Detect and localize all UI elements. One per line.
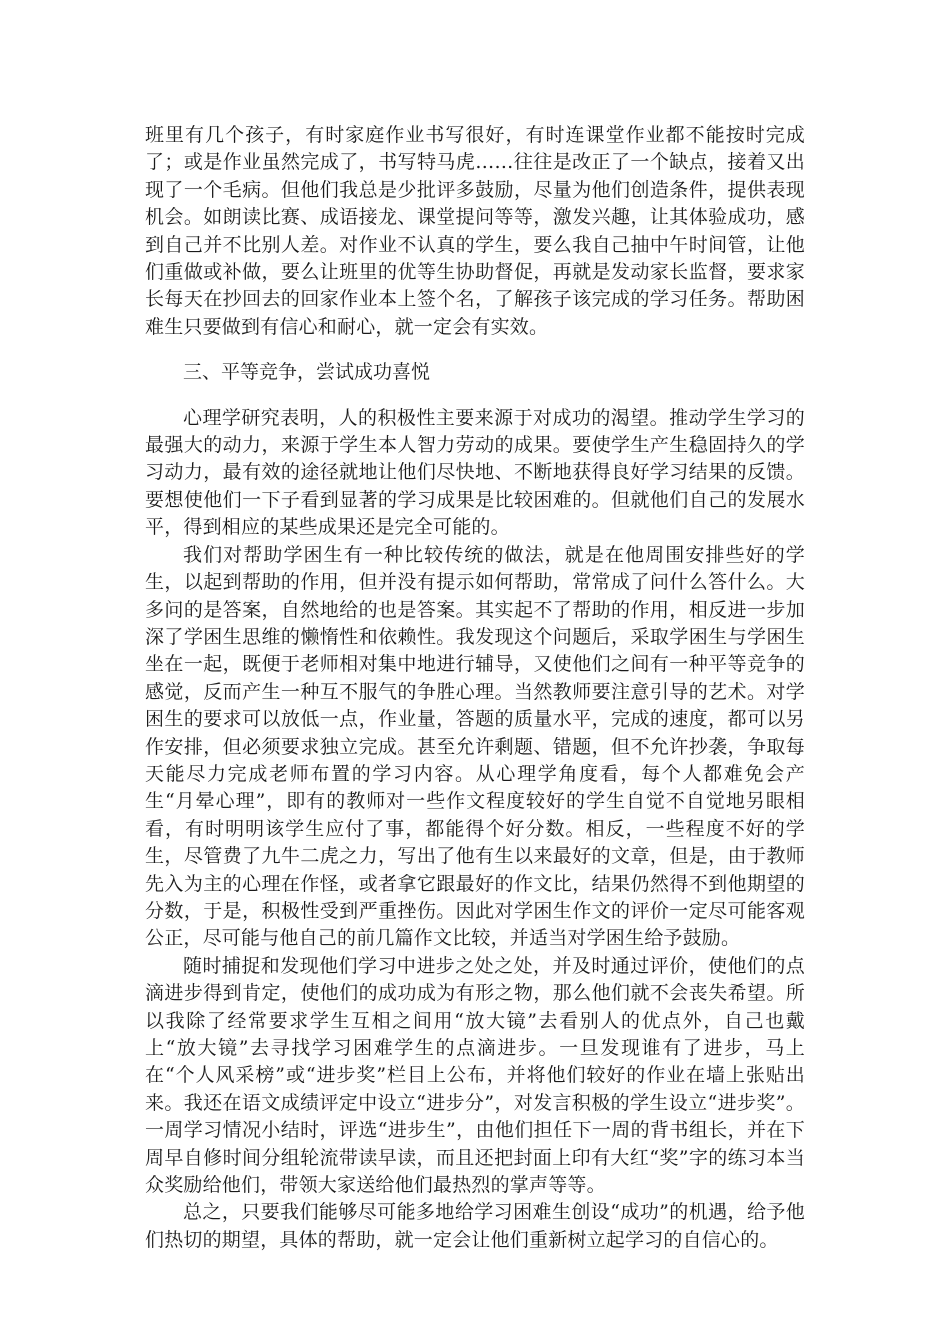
paragraph-3: 我们对帮助学困生有一种比较传统的做法，就是在他周围安排些好的学生，以起到帮助的作用，但并没有提示如何帮助，常常成了问什么答什么。大多问的是答案，自然地给的也是答案。其实起不了帮助的作用，相反进一步加深了学困生思维的懒惰性和依赖性。我发现这个问题后，采取学困生与学困生坐在一起，既便于老师相对集中地进行辅导，又使他们之间有一种平等竞争的感觉，反而产生一种互不服气的争胜心理。当然教师要注意引导的艺术。对学困生的要求可以放低一点，作业量，答题的质量水平，完成的速度，都可以另作安排，但必须要求独立完成。甚至允许剩题、错题，但不允许抄袭，争取每天能尽力完成老师布置的学习内容。从心理学角度看，每个人都难免会产生“月晕心理”，即有的教师对一些作文程度较好的学生自觉不自觉地另眼相看，有时明明该学生应付了事，都能得个好分数。相反，一些程度不好的学生，尽管费了九牛二虎之力，写出了他有生以来最好的文章，但是，由于教师先入为主的心理在作怪，或者拿它跟最好的作文比，结果仍然得不到他期望的分数，于是，积极性受到严重挫伤。因此对学困生作文的评价一定尽可能客观公正，尽可能与他自己的前几篇作文比较，并适当对学困生给予鼓励。 — [145, 543, 805, 950]
paragraph-4: 随时捕捉和发现他们学习中进步之处之处，并及时通过评价，使他们的点滴进步得到肯定，使他们的成功成为有形之物，那么他们就不会丧失希望。所以我除了经常要求学生互相之间用“放大镜”去看别人的优点外，自己也戴上“放大镜”去寻找学习困难学生的点滴进步。一旦发现谁有了进步，马上在“个人风采榜”或“进步奖”栏目上公布，并将他们较好的作业在墙上张贴出来。我还在语文成绩评定中设立“进步分”，对发言积极的学生设立“进步奖”。一周学习情况小结时，评选“进步生”，由他们担任下一周的背书组长，并在下周早自修时间分组轮流带读早读，而且还把封面上印有大红“奖”字的练习本当众奖励给他们，带领大家送给他们最热烈的掌声等等。 — [145, 954, 805, 1197]
paragraph-1: 班里有几个孩子，有时家庭作业书写很好，有时连课堂作业都不能按时完成了；或是作业虽然完成了，书写特马虎……往往是改正了一个缺点，接着又出现了一个毛病。但他们我总是少批评多鼓励，尽量为他们创造条件，提供表现机会。如朗读比赛、成语接龙、课堂提问等等，激发兴趣，让其体验成功，感到自己并不比别人差。对作业不认真的学生，要么我自己抽中午时间管，让他们重做或补做，要么让班里的优等生协助督促，再就是发动家长监督，要求家长每天在抄回去的回家作业本上签个名，了解孩子该完成的学习任务。帮助困难生只要做到有信心和耐心，就一定会有实效。 — [145, 124, 805, 338]
paragraph-5: 总之，只要我们能够尽可能多地给学习困难生创设“成功”的机遇，给予他们热切的期望，具体的帮助，就一定会让他们重新树立起学习的自信心的。 — [145, 1201, 805, 1251]
document-page — [145, 122, 805, 1254]
section-heading: 三、平等竞争，尝试成功喜悦 — [183, 361, 431, 384]
paragraph-2: 心理学研究表明，人的积极性主要来源于对成功的渴望。推动学生学习的最强大的动力，来源于学生本人智力劳动的成果。要使学生产生稳固持久的学习动力，最有效的途径就地让他们尽快地、不断地获得良好学习结果的反馈。要想使他们一下子看到显著的学习成果是比较困难的。但就他们自己的发展水平，得到相应的某些成果还是完全可能的。 — [145, 406, 805, 539]
spacer — [145, 341, 805, 359]
spacer — [145, 387, 805, 405]
